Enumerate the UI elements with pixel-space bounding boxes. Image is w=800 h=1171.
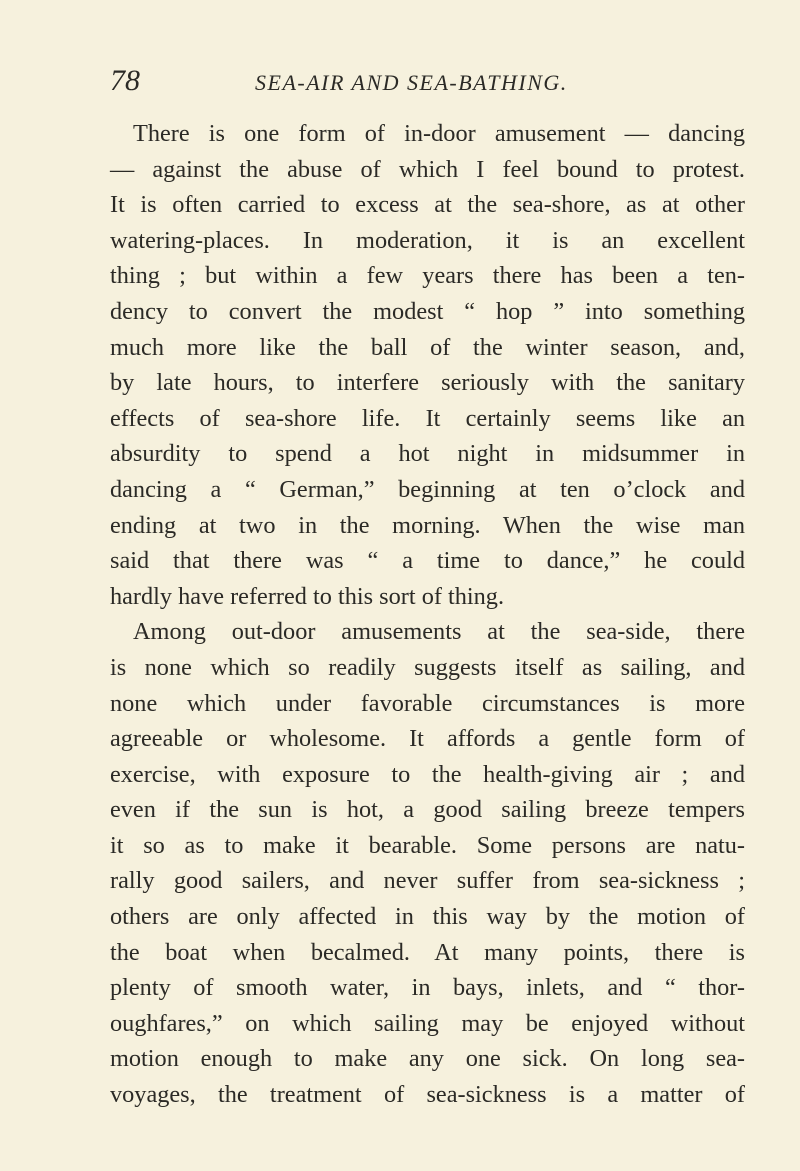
text-line: it so as to make it bearable. Some persons are natu- xyxy=(110,831,745,859)
running-head xyxy=(110,64,710,104)
text-line: absurdity to spend a hot night in midsummer in xyxy=(110,440,745,468)
text-line: much more like the ball of the winter season, and, xyxy=(110,333,745,361)
body-text xyxy=(110,116,745,1113)
text-line: is none which so readily suggests itself as sailing, and xyxy=(110,653,745,681)
text-line: ending at two in the morning. When the wise man xyxy=(110,511,745,539)
text-line: motion enough to make any one sick. On long sea- xyxy=(110,1045,745,1073)
text-line: thing ; but within a few years there has been a ten- xyxy=(110,262,745,290)
text-line: plenty of smooth water, in bays, inlets, and “ thor- xyxy=(110,974,745,1002)
text-line: said that there was “ a time to dance,” he could xyxy=(110,547,745,575)
text-line: by late hours, to interfere seriously with the sanitary xyxy=(110,369,745,397)
text-line: voyages, the treatment of sea-sickness is a matter of xyxy=(110,1081,745,1109)
text-line: rally good sailers, and never suffer from sea-sickness ; xyxy=(110,867,745,895)
text-line: It is often carried to excess at the sea-shore, as at other xyxy=(110,191,745,219)
text-line: hardly have referred to this sort of thing. xyxy=(110,582,505,610)
text-line: even if the sun is hot, a good sailing breeze tempers xyxy=(110,796,745,824)
page-number: 78 xyxy=(110,64,140,97)
text-line: oughfares,” on which sailing may be enjoyed without xyxy=(110,1009,745,1037)
text-line: others are only affected in this way by the motion of xyxy=(110,903,745,931)
text-line: the boat when becalmed. At many points, there is xyxy=(110,938,745,966)
text-line: watering-places. In moderation, it is an excellent xyxy=(110,226,745,254)
text-line: Among out-door amusements at the sea-side, there xyxy=(133,618,745,646)
running-title: SEA-AIR AND SEA-BATHING. xyxy=(255,70,568,95)
text-line: exercise, with exposure to the health-giving air ; and xyxy=(110,760,745,788)
text-line: agreeable or wholesome. It affords a gentle form of xyxy=(110,725,745,753)
text-line: dency to convert the modest “ hop ” into something xyxy=(110,297,745,325)
text-line: — against the abuse of which I feel bound to protest. xyxy=(110,155,745,183)
text-line: There is one form of in-door amusement — dancing xyxy=(133,120,745,147)
text-line: none which under favorable circumstances is more xyxy=(110,689,745,717)
text-line: effects of sea-shore life. It certainly seems like an xyxy=(110,404,745,432)
text-line: dancing a “ German,” beginning at ten o’clock and xyxy=(110,475,745,503)
